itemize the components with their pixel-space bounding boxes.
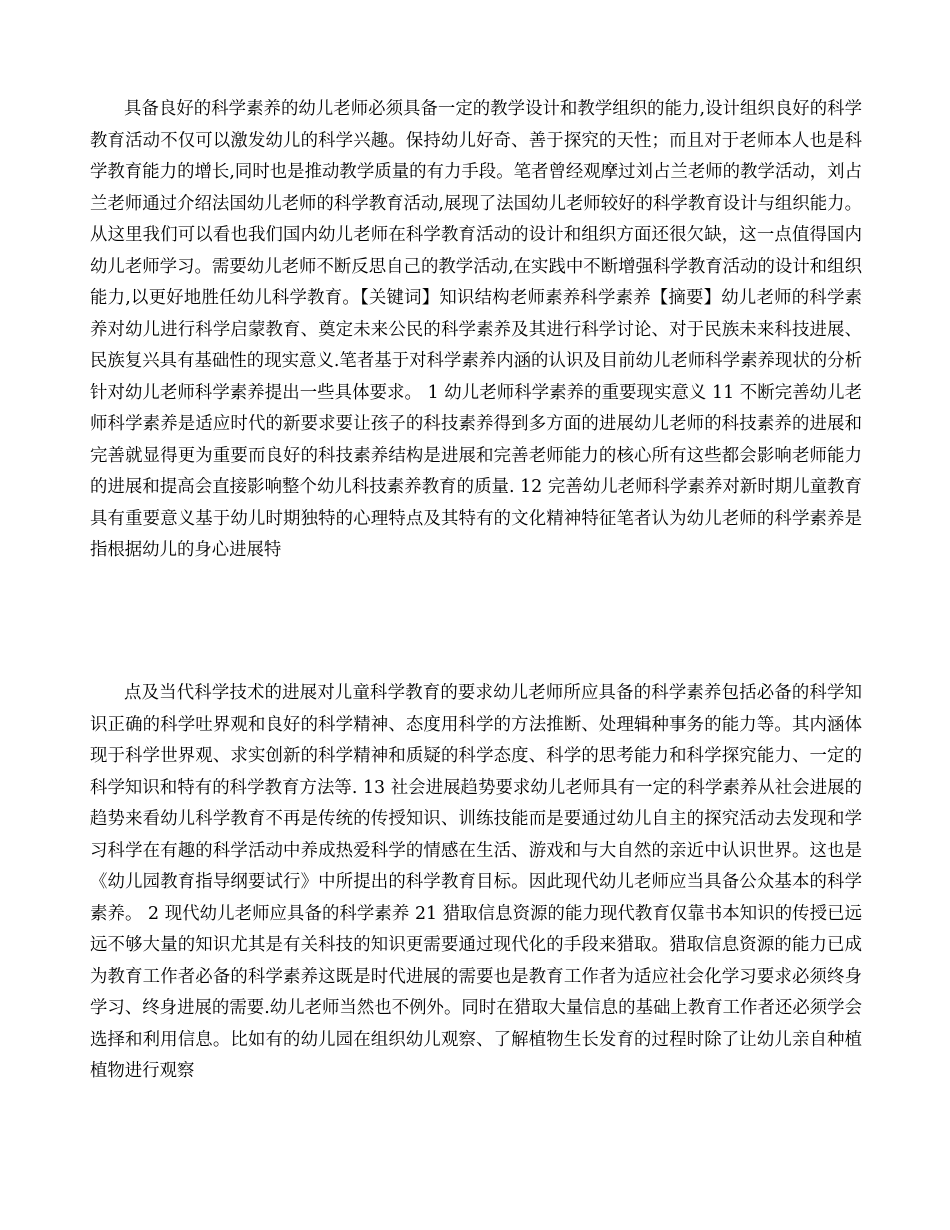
body-paragraph-1: 具备良好的科学素养的幼儿老师必须具备一定的教学设计和教学组织的能力,设计组织良好的科学教育活动不仅可以激发幼儿的科学兴趣。保持幼儿好奇、善于探究的天性；而且对于老师本人也是科学教育能力的增长,同时也是推动教学质量的有力手段。笔者曾经观摩过刘占兰老师的教学活动，刘占兰老师通过介绍法国幼儿老师的科学教育活动,展现了法国幼儿老师较好的科学教育设计与组织能力。从这里我们可以看也我们国内幼儿老师在科学教育活动的设计和组织方面还很欠缺，这一点值得国内幼儿老师学习。需要幼儿老师不断反思自己的教学活动,在实践中不断增强科学教育活动的设计和组织能力,以更好地胜任幼儿科学教育。【关键词】知识结构老师素养科学素养【摘要】幼儿老师的科学素养对幼儿进行科学启蒙教育、奠定未来公民的科学素养及其进行科学讨论、对于民族未来科技进展、民族复兴具有基础性的现实意义.笔者基于对科学素养内涵的认识及目前幼儿老师科学素养现状的分析针对幼儿老师科学素养提出一些具体要求。 1 幼儿老师科学素养的重要现实意义 11 不断完善幼儿老师科学素养是适应时代的新要求要让孩子的科技素养得到多方面的进展幼儿老师的科技素养的进展和完善就显得更为重要而良好的科技素养结构是进展和完善老师能力的核心所有这些都会影响老师能力的进展和提高会直接影响整个幼儿科技素养教育的质量. 12 完善幼儿老师科学素养对新时期儿童教育具有重要意义基于幼儿时期独特的心理特点及其特有的文化精神特征笔者认为幼儿老师的科学素养是指根据幼儿的身心进展特 [90,99,862,560]
body-paragraph-2: 点及当代科学技术的进展对儿童科学教育的要求幼儿老师所应具备的科学素养包括必备的科学知识正确的科学吐界观和良好的科学精神、态度用科学的方法推断、处理辑种事务的能力等。其内涵体现于科学世界观、求实创新的科学精神和质疑的科学态度、科学的思考能力和科学探究能力、一定的科学知识和特有的科学教育方法等. 13 社会进展趋势要求幼儿老师具有一定的科学素养从社会进展的趋势来看幼儿科学教育不再是传统的传授知识、训练技能而是要通过幼儿自主的探究活动去发现和学习科学在有趣的科学活动中养成热爱科学的情感在生活、游戏和与大自然的亲近中认识世界。这也是《幼儿园教育指导纲要试行》中所提出的科学教育目标。因此现代幼儿老师应当具备公众基本的科学素养。 2 现代幼儿老师应具备的科学素养 21 猎取信息资源的能力现代教育仅靠书本知识的传授已远远不够大量的知识尤其是有关科技的知识更需要通过现代化的手段来猎取。猎取信息资源的能力已成为教育工作者必备的科学素养这既是时代进展的需要也是教育工作者为适应社会化学习要求必须终身学习、终身进展的需要.幼儿老师当然也不例外。同时在猎取大量信息的基础上教育工作者还必须学会选择和利用信息。比如有的幼儿园在组织幼儿观察、了解植物生长发育的过程时除了让幼儿亲自种植植物进行观察 [90,683,862,1081]
